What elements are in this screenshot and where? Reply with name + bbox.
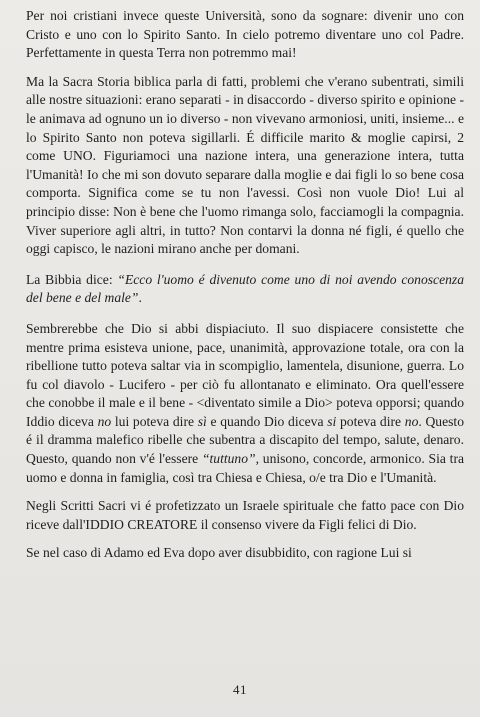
paragraph-6 xyxy=(26,544,464,563)
paragraph-4 xyxy=(26,320,464,487)
paragraph-2 xyxy=(26,73,464,259)
text-run: lui poteva dire xyxy=(111,413,198,429)
paragraph-1 xyxy=(26,7,464,63)
text-run: . Questo é il dramma malefico ribelle che subentra a discapito del tempo, salute, denaro. Questo, quando non v'é l'essere xyxy=(26,413,464,467)
paragraph-5 xyxy=(26,497,464,534)
text-run: , unisono, concorde, armonico. Sia tra uomo e donna in famiglia, così tra Chiesa e Chiesa, o/e tra Dio e l'Umanità. xyxy=(26,451,465,485)
text-run: La Bibbia dice: xyxy=(26,271,118,287)
text-run: Sembrerebbe che Dio si abbi dispiaciuto. Il suo dispiacere consistette che mentre prima esisteva unione, pace, unanimità, approvazione totale, ora con la ribellione tutto poteva saltar via in scompiglio, lamentela, disunione, guerra. Lo fu col diavolo - Lucifero - per ciò fu allontanato e eliminato. Ora quell'essere che conobbe il male e il bene - <diventato simile a Dio> poteva opporsi; quando Iddio diceva xyxy=(26,320,464,429)
italic-run: “Ecco l'uomo é divenuto come uno di noi avendo conoscenza del bene e del male” xyxy=(26,271,464,306)
text-run: e quando Dio diceva xyxy=(206,413,328,429)
italic-run: si xyxy=(327,413,337,429)
paragraph-3 xyxy=(26,271,464,308)
italic-run: sì xyxy=(197,413,207,429)
text-run: Per noi cristiani invece queste Università, sono da sognare: divenir uno con Cristo e uno con lo Spirito Santo. In cielo potremo diventare uno col Padre. Perfettamente in questa Terra non potremmo mai! xyxy=(26,8,464,61)
text-run: Se nel caso di Adamo ed Eva dopo aver disubbidito, con ragione Lui si xyxy=(26,545,412,561)
italic-run: no xyxy=(97,413,112,429)
text-run: . xyxy=(138,290,142,306)
page-number: 41 xyxy=(233,682,247,697)
italic-run: “tuttuno” xyxy=(201,451,256,467)
text-run: poteva dire xyxy=(336,413,405,429)
italic-run: no xyxy=(404,413,419,429)
text-run: Negli Scritti Sacri vi é profetizzato un Israele spirituale che fatto pace con Dio riceve dall'IDDIO CREATORE il consenso vivere da Figli felici di Dio. xyxy=(26,498,464,532)
text-run: Ma la Sacra Storia biblica parla di fatti, problemi che v'erano subentrati, simili alle nostre situazioni: erano separati - in disaccordo - diverso spirito e opinione - le animava ad ognuno un io diverso - non vivevano armoniosi, uniti, insieme... e lo Spirito Santo non poteva sigillarli. É difficile marito & moglie capirsi, 2 come UNO. Figuriamoci una nazione intera, una generazione intera, tutta l'Umanità! Io che mi son dovuto separare dalla moglie e dai figli lo so bene cosa comporta. Significa come se tu non l'avessi. Così non vuole Dio! Lui al principio disse: Non è bene che l'uomo rimanga solo, facciamogli la compagnia. Viver superiore agli altri, in tutto? Non contarvi la donna né figli, é quello che oggi capisco, le nazioni mirano anche per domani. xyxy=(26,73,464,257)
